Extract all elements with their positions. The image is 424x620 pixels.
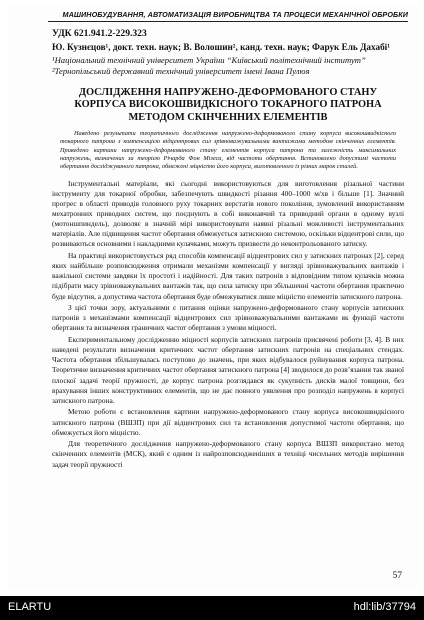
header-rule	[48, 21, 408, 22]
affiliation-2: ²Тернопільський державний технічний університет імені Івана Пулюя	[52, 66, 310, 77]
author-list: Ю. Кузнєцов¹, докт. техн. наук; В. Волошин², канд. техн. наук; Фарук Ель Дахабі¹	[52, 42, 390, 52]
body-paragraph: Експериментальному дослідженню міцності корпусів затискних патронів присвячені роботи [3, 4]. В них наведені результати визначення критичних частот обертання затискних патронів на спеціальних стендах. Частота обертання збільшувалась поступово до значень, при яких відбувалося руйнування корпуса патрона. Теоретичне визначення критичних частот обертання затискного патрона [4] зводилося до розв’язання так званої плоскої задачі теорії пружності, де корпус патрона розглядався як сукупність дисків малої товщини, без врахування інших конструктивних елементів, що не дає повного уявлення про розподіл напружень в корпусі затискного патрона.	[52, 335, 404, 405]
article-content	[52, 28, 404, 471]
viewer-footer	[0, 596, 424, 620]
body-paragraph: Інструментальні матеріали, які сьогодні використовуються для виготовлення різальної частини інструменту для токарної обробки, забезпечують швидкості різання 400–1000 м/хв і більше [1]. Значний прогрес в області приводів головного руху токарних верстатів нового покоління, зумовлений використанням мехатронних приводних систем, що поєднують в собі виконавчий та приводний органи в одному вузлі (мотоншпиндель), дозволяє в значній мірі використовувати наявні різальні можливості інструментальних матеріалів. Але підвищення частот обертання обмежується затискною системою, оскільки відцентрові сили, що розвиваються основними і накладними кулачками, можуть призвести до неконтрольованого затиску.	[52, 178, 404, 249]
page-number: 57	[392, 571, 402, 581]
body-paragraph: З цієї точки зору, актуальними є питання оцінки напружено-деформованого стану корпусів затискних патронів з механізмами компенсації відцентрових сил зрівноважувальними вантажами як функції частоти обертання та визначення граничних частот обертання з умови міцності.	[52, 303, 404, 333]
affiliation-1: ¹Національний технічний університет України “Київський політехнічний інститут”	[52, 54, 366, 65]
body-paragraph: На практиці використовується ряд способів компенсації відцентрових сил у затискних патронах [2], серед яких найбільше розповсюдження отримали механізми компенсації у вигляді зрівноважувальних вантажів і важільної системи завдяки їх простоті і надійності. Для таких патронів з відповідним типом кулачків можна підібрати масу зрівноважувальних вантажів так, що сила затиску при збільшенні частоти обертання практично буде відсутня, а допустима частота обертання буде обмежуватися лише міцністю елементів затискного патрона.	[52, 251, 404, 301]
handle-identifier: hdl:lib/37794	[353, 601, 416, 613]
udk-code: УДК 621.941.2-229.323	[52, 28, 147, 39]
running-header: МАШИНОБУДУВАННЯ, АВТОМАТИЗАЦІЯ ВИРОБНИЦТВА ТА ПРОЦЕСИ МЕХАНІЧНОЇ ОБРОБКИ	[62, 10, 408, 19]
body-paragraph: Метою роботи є встановлення картини напружено-деформованого стану корпуса високошвидкісного затискного патрона (ВШЗП) при дії відцентрових сил та встановлення допустимої частоти обертання, що обмежується його міцністю.	[52, 407, 404, 437]
journal-page	[8, 4, 418, 590]
article-title: ДОСЛІДЖЕННЯ НАПРУЖЕНО-ДЕФОРМОВАНОГО СТАНУ КОРПУСА ВИСОКОШВИДКІСНОГО ТОКАРНОГО ПАТРОНА МЕТОДОМ СКІНЧЕННИХ ЕЛЕМЕНТІВ	[74, 86, 382, 123]
body-paragraph: Для теоретичного дослідження напружено-деформованого стану корпуса ВШЗП використано метод скінченних елементів (МСК), який є одним із найрозповсюдженіших в техніці чисельних методів вирішення задач теорії пружності	[52, 439, 404, 469]
abstract: Наведено результати теоретичного дослідження напружено-деформованого стану корпуса високошвидкісного токарного патрона з компенсацією відцентрових сил зрівноважувальними вантажами методом скінченних елементів. Приведено картини напружено-деформованого стану елементів корпуса патрона та залежність максимальних напружень, визначених за теорією Річарда Фон Мізеса, від частоти обертання. Встановлено допустимі частоти обертання досліджуваного патрона, обмежені міцністю його корпуса, виготовленого із різних марок сталей.	[60, 130, 396, 170]
repository-name: ELARTU	[8, 601, 52, 613]
